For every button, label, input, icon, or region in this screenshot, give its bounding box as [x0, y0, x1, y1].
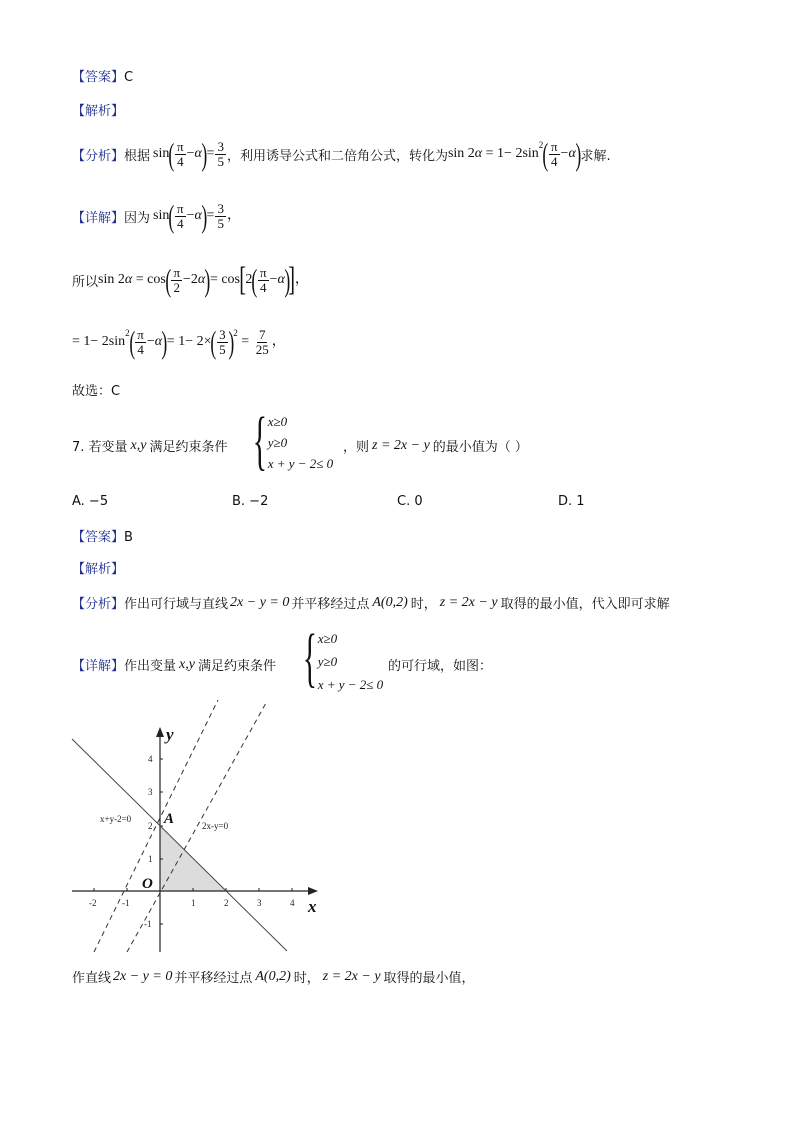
y-tick-label: -1 [144, 919, 152, 929]
dashed-line-through-a [94, 700, 218, 952]
line-x-plus-y [72, 739, 287, 951]
q7-answer-line [72, 526, 133, 545]
formula: 2x − y = 0 [113, 968, 173, 984]
formula: = $1- 2\sin^2$( $\frac{\pi}{4}$ −α)= 1− 2×( $\frac{3}{5}$ )$^2$ = $\frac{7}{25}$ ， [72, 324, 286, 360]
q6-fenxi-line [72, 134, 611, 174]
final-text: 时， [293, 971, 320, 986]
formula: z = 2x − y [322, 968, 381, 984]
x-tick-label: 3 [257, 898, 262, 908]
fenxi-text: ，利用诱导公式和二倍角公式，转化为 [226, 148, 448, 164]
q7-final-line [72, 967, 475, 986]
fenxi-text: 取得的最小值，代入即可求解 [500, 597, 670, 612]
fenxi-text: 时， [410, 597, 437, 612]
xiangjie-text: 作出变量 [124, 659, 177, 674]
fenxi-text: 作出可行域与直线 [124, 597, 229, 612]
final-text: 取得的最小值， [383, 971, 475, 986]
q6-conclusion: 故选：C [72, 384, 121, 399]
stem-text: 的最小值为（ ） [432, 440, 528, 455]
left-brace: { [302, 621, 317, 694]
x-tick-label: 1 [191, 898, 196, 908]
line-label: x+y-2=0 [100, 814, 132, 824]
point-a: A(0,2) [255, 968, 291, 984]
constraint: x≥0 [317, 631, 338, 646]
answer-tag: 【答案】 [72, 530, 125, 545]
q6-step3 [72, 322, 286, 362]
q6-xiangjie-line [72, 196, 241, 236]
xiangjie-tag: 【详解】 [72, 210, 125, 226]
constraint: x + y − 2≤ 0 [267, 456, 334, 471]
answer-tag: 【答案】 [72, 70, 125, 85]
x-tick-label: 2 [224, 898, 229, 908]
stem-text: ，则 [343, 440, 370, 455]
x-tick-label: 4 [290, 898, 295, 908]
feasible-region-graph [60, 700, 330, 958]
xiangjie-text: 满足约束条件 [197, 659, 276, 674]
final-text: 并平移经过点 [174, 971, 253, 986]
constraint: x≥0 [267, 414, 288, 429]
x-tick-label: -2 [89, 898, 97, 908]
formula: sin( $\frac{\pi}{4}$ −α)= $\frac{3}{5}$ [153, 136, 224, 172]
q7-stem [72, 436, 228, 455]
vars: x,y [179, 656, 195, 672]
origin-label: O [142, 876, 153, 892]
q7-fenxi-line [72, 593, 670, 612]
fenxi-text: 根据 [124, 148, 151, 164]
xiangjie-text: 因为 [124, 210, 151, 226]
q6-step2 [72, 260, 309, 300]
fenxi-tag: 【分析】 [72, 148, 125, 164]
formula: sin 2α = cos( $\frac{\pi}{2}$ −2α)= cos[2( $\frac{\pi}{4}$ −α)]， [98, 261, 309, 298]
point-a-label: A [164, 811, 175, 827]
analysis-tag: 【解析】 [72, 104, 125, 119]
line-label: 2x-y=0 [202, 821, 229, 831]
answer-value: B [124, 530, 133, 545]
objective: z = 2x − y [372, 437, 430, 453]
constraint: x + y − 2≤ 0 [317, 677, 384, 692]
q6-answer-line [72, 66, 133, 85]
option-b: B. −2 [232, 494, 269, 509]
fenxi-tag: 【分析】 [72, 597, 125, 612]
constraint: y≥0 [267, 435, 288, 450]
final-text: 作直线 [72, 971, 112, 986]
formula: sin( $\frac{\pi}{4}$ −α)= $\frac{3}{5}$ ， [153, 198, 241, 234]
answer-value: C [124, 70, 134, 85]
y-tick-label: 2 [148, 821, 153, 831]
x-axis-label: x [308, 897, 317, 916]
option-a: A. −5 [72, 494, 109, 509]
y-axis-arrow [156, 727, 164, 737]
y-tick-label: 1 [148, 854, 153, 864]
step-prefix: 所以 [72, 274, 99, 290]
q7-constraint-system [250, 404, 334, 477]
constraint: y≥0 [317, 654, 338, 669]
fenxi-text: 并平移经过点 [291, 597, 370, 612]
y-tick-label: 4 [148, 754, 153, 764]
q7-number: 7. 若变量 [72, 440, 128, 455]
formula: $\sin 2\alpha = 1- 2\sin^2$( $\frac{\pi}{4}$ −α) [447, 136, 582, 172]
xiangjie-tag: 【详解】 [72, 659, 125, 674]
option-c: C. 0 [397, 494, 423, 509]
y-tick-label: 3 [148, 787, 153, 797]
vars: x,y [130, 437, 147, 453]
formula: 2x − y = 0 [230, 594, 290, 610]
formula: z = 2x − y [439, 594, 498, 610]
q7-constraint-system-2 [300, 621, 384, 697]
x-tick-label: -1 [122, 898, 130, 908]
point-a: A(0,2) [372, 594, 408, 610]
xiangjie-text: 的可行域，如图： [388, 659, 493, 674]
y-axis-label: y [166, 725, 174, 744]
stem-text: 满足约束条件 [149, 440, 228, 455]
x-axis-arrow [308, 887, 318, 895]
q7-stem-tail [343, 436, 528, 455]
option-d: D. 1 [558, 494, 585, 509]
fenxi-text: 求解. [580, 148, 611, 164]
left-brace: { [252, 404, 267, 477]
analysis-tag: 【解析】 [72, 562, 125, 577]
q7-xiangjie-line [72, 655, 276, 674]
